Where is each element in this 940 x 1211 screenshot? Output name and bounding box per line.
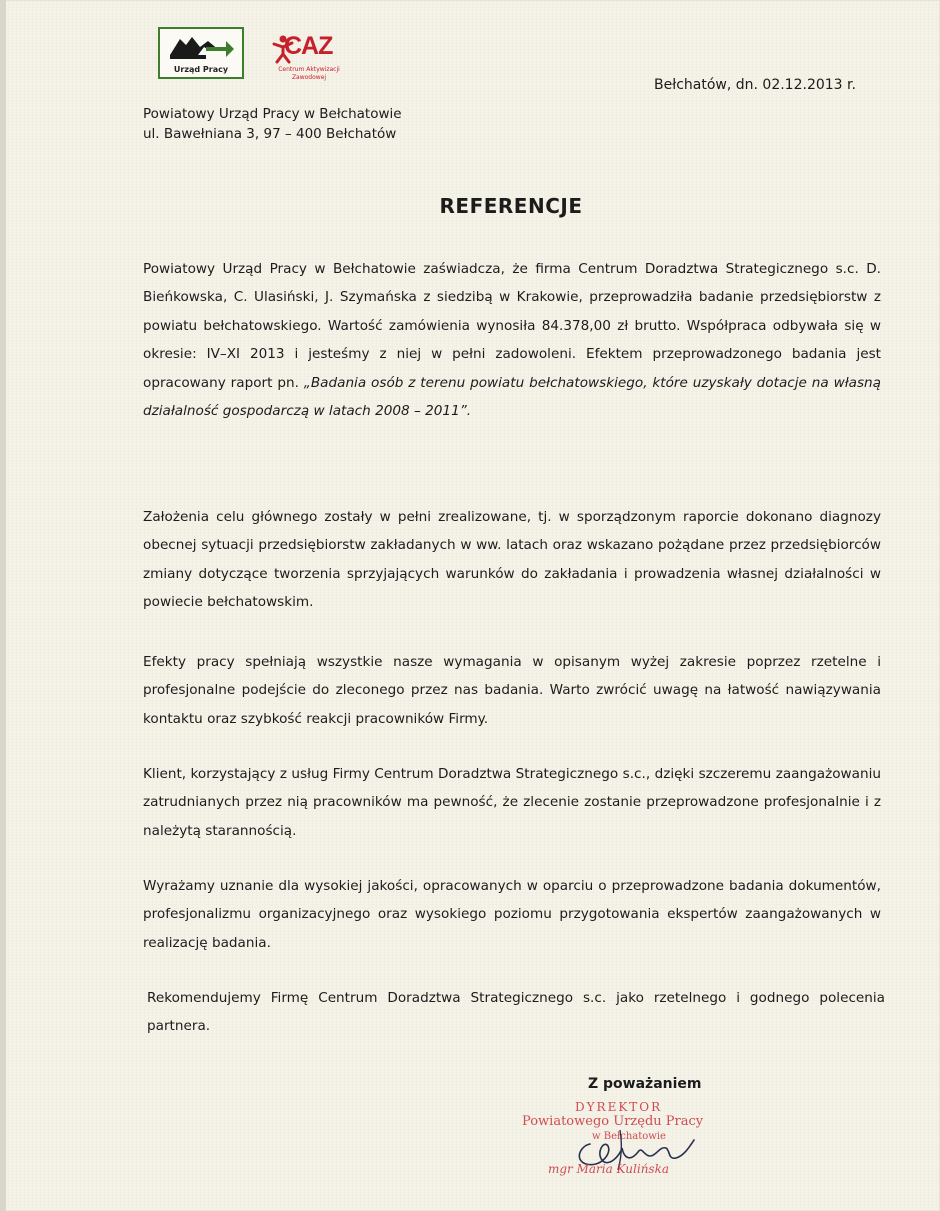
address-line-1: Powiatowy Urząd Pracy w Bełchatowie xyxy=(143,106,402,122)
stamp-title: DYREKTOR xyxy=(575,1100,663,1114)
closing-regards: Z poważaniem xyxy=(588,1076,702,1092)
paragraph-5: Wyrażamy uznanie dla wysokiej jakości, opracowanych w oparciu o przeprowadzone badania dokumentów, profesjonalizmu organizacyjnego oraz wysokiego poziomu przygotowania ekspertów zaangażowanych w realizację badania. xyxy=(143,878,881,951)
urzad-pracy-logo-text: Urząd Pracy xyxy=(173,65,229,74)
sender-address xyxy=(143,104,402,144)
caz-logo-subtitle: Centrum Aktywizacji Zawodowej xyxy=(278,66,340,81)
document-date: Bełchatów, dn. 02.12.2013 r. xyxy=(654,77,856,93)
paragraph-1 xyxy=(143,255,881,425)
document-title: REFERENCJE xyxy=(439,194,583,218)
urzad-pracy-logo-icon xyxy=(168,33,236,63)
paragraph-6: Rekomendujemy Firmę Centrum Doradztwa Strategicznego s.c. jako rzetelnego i godnego polecenia partnera. xyxy=(147,990,885,1035)
paragraph-3: Efekty pracy spełniają wszystkie nasze wymagania w opisanym wyżej zakresie poprzez rzetelne i profesjonalne podejście do zleconego przez nas badania. Warto zwrócić uwagę na łatwość nawiązywania kontaktu oraz szybkość reakcji pracowników Firmy. xyxy=(143,654,881,727)
paragraph-1-text: Powiatowy Urząd Pracy w Bełchatowie zaświadcza, że firma Centrum Doradztwa Strategicznego s.c. D. Bieńkowska, C. Ulasiński, J. Szymańska z siedzibą w Krakowie, przeprowadziła badanie przedsiębiorstw z powiatu bełchatowskiego. Wartość zamówienia wynosiła 84.378,00 zł brutto. Współpraca odbywała się w okresie: IV–XI 2013 i jesteśmy z niej w pełni zadowoleni. Efektem przeprowadzonego badania jest opracowany raport pn. xyxy=(143,261,881,391)
stamp-city: w Bełchatowie xyxy=(592,1131,666,1142)
urzad-pracy-logo xyxy=(158,27,244,79)
address-line-2: ul. Bawełniana 3, 97 – 400 Bełchatów xyxy=(143,126,397,142)
stamp-office: Powiatowego Urzędu Pracy xyxy=(522,1114,704,1129)
report-title-italic: „Badania osób z terenu powiatu bełchatowskiego, które uzyskały dotacje na własną działalność gospodarczą w latach 2008 – 2011”. xyxy=(143,374,881,420)
caz-logo xyxy=(268,32,350,88)
paragraph-2: Założenia celu głównego zostały w pełni zrealizowane, tj. w sporządzonym raporcie dokonano diagnozy obecnej sytuacji przedsiębiorstw zakładanych w ww. latach oraz wskazano pożądane przez przedsiębiorców zmiany dotyczące tworzenia sprzyjających warunków do zakładania i prowadzenia własnej działalności w powiecie bełchatowskim. xyxy=(143,509,881,611)
scan-edge xyxy=(0,0,6,1211)
caz-logo-text: CAZ xyxy=(284,32,333,60)
paragraph-4: Klient, korzystający z usług Firmy Centrum Doradztwa Strategicznego s.c., dzięki szczeremu zaangażowaniu zatrudnianych przez nią pracowników ma pewność, że zlecenie zostanie przeprowadzone profesjonalnie i z należytą starannością. xyxy=(143,766,881,839)
stamp-name: mgr Maria Kulińska xyxy=(548,1162,670,1176)
